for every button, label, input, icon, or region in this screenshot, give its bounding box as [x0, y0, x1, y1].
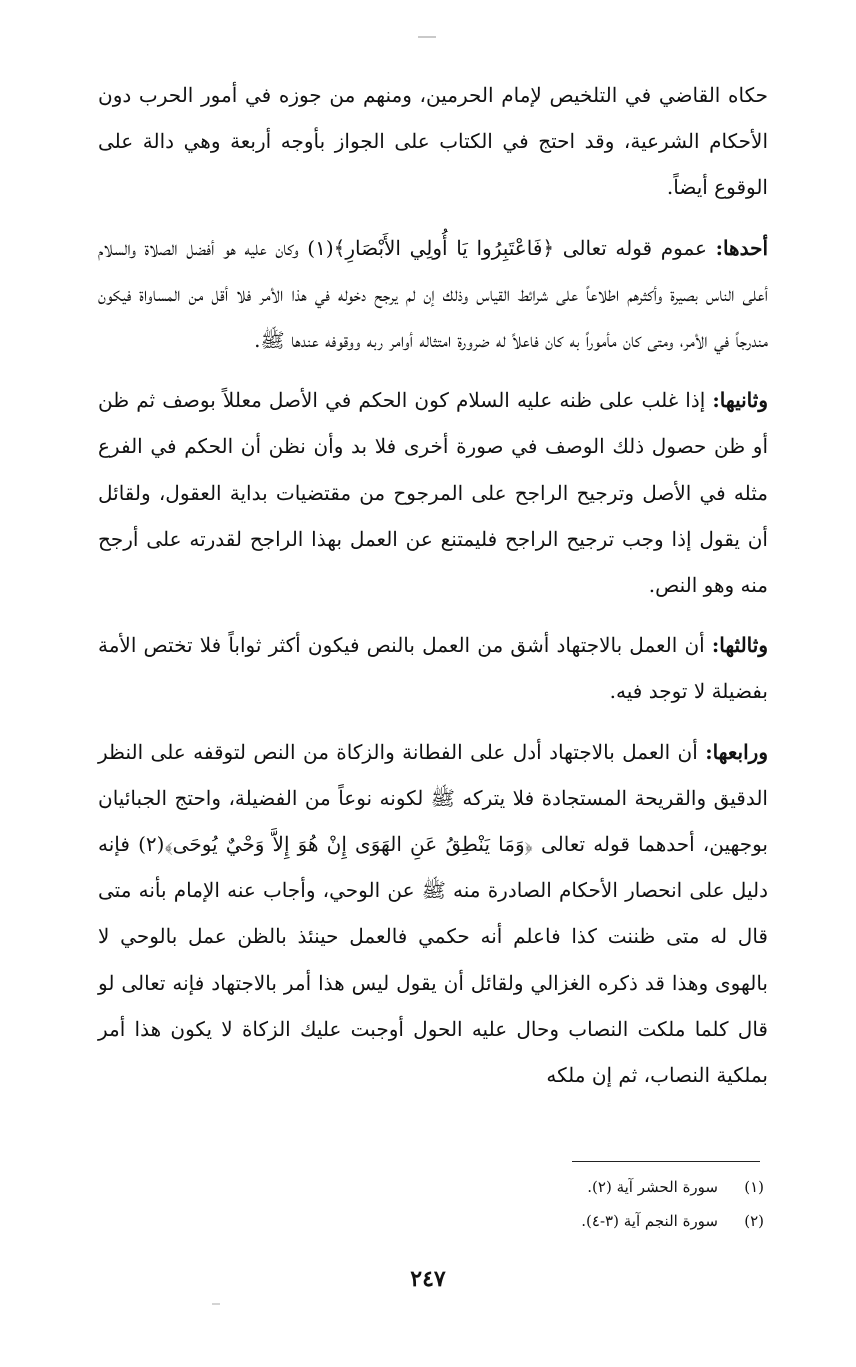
- paragraph-lead: وثالثها:: [711, 633, 768, 658]
- footnote-number: (٢): [744, 1212, 764, 1230]
- paragraph-text: حكاه القاضي في التلخيص لإمام الحرمين، ومنهم من جوزه في أمور الحرب دون الأحكام الشرعية، وقد احتج في الكتاب على الجواز بأوجه أربعة وهي دالة على الوقوع أيضاً.: [98, 83, 768, 200]
- footnote-divider: [572, 1161, 760, 1162]
- paragraph-lead: وثانيها:: [712, 388, 768, 413]
- paragraph-text: إذا غلب على ظنه عليه السلام كون الحكم في الأصل معللاً بوصف ثم ظن أو ظن حصول ذلك الوصف في صورة أخرى فلا بد وأن نظن أن الحكم في الفرع مثله في الأصل وترجيح الراجح على المرجوح من مقتضيات بداية العقول، ولقائل أن يقول إذا وجب ترجيح الراجح فليمتنع عن العمل بهذا الراجح لقدرته على أرجح منه وهو النص.: [98, 388, 768, 598]
- paragraph-lead: أحدها:: [715, 235, 769, 260]
- paragraph-lead: ورابعها:: [705, 739, 768, 764]
- scan-mark: [418, 36, 436, 38]
- paragraph-text: أن العمل بالاجتهاد أشق من العمل بالنص فيكون أكثر ثواباً فلا تختص الأمة بفضيلة لا توجد فيه.: [98, 633, 768, 704]
- paragraph-second-argument: [98, 377, 768, 608]
- page-number: ٢٤٧: [410, 1266, 446, 1292]
- footnote-text: سورة الحشر آية (٢).: [587, 1178, 718, 1196]
- footnote: [420, 1204, 764, 1238]
- paragraph-fourth-argument: [98, 729, 768, 1099]
- paragraph-intro: [98, 72, 768, 211]
- paragraph-first-argument: [98, 225, 768, 364]
- footnote-text: سورة النجم آية (٣-٤).: [581, 1212, 718, 1230]
- paragraph-text: عموم قوله تعالى ﴿فَاعْتَبِرُوا يَا أُولِي الأَبْصَارِ﴾(١) وكان عليه هو أفضل الصلاة والسلام أعلى الناس بصيرة وأكثرهم اطلاعاً على شرائط القياس وذلك إن لم يرجح دخوله في هذا الأمر فلا أقل من المساواة فيكون مندرجاً في الأمر، ومتى كان مأموراً به كان فاعلاً له ضرورة امتثاله أوامر ربه ووقوفه عندها ﷺ.: [98, 235, 768, 353]
- paragraph-text: أن العمل بالاجتهاد أدل على الفطانة والزكاة من النص لتوقفه على النظر الدقيق والقريحة المستجادة فلا يتركه ﷺ لكونه نوعاً من الفضيلة، واحتج الجبائيان بوجهين، أحدهما قوله تعالى ﴿وَمَا يَنْطِقُ عَنِ الهَوَى إِنْ هُوَ إِلاَّ وَحْيٌ يُوحَى﴾(٢) فإنه دليل على انحصار الأحكام الصادرة منه ﷺ عن الوحي، وأجاب عنه الإمام بأنه متى قال له متى ظننت كذا فاعلم أنه حكمي فالعمل حينئذ بالظن عمل بالوحي لا بالهوى وهذا قد ذكره الغزالي ولقائل أن يقول ليس هذا أمر بالاجتهاد فإنه تعالى لو قال كلما ملكت النصاب وحال عليه الحول أوجبت عليك الزكاة لا يكون هذا أمر بملكية النصاب، ثم إن ملكه: [98, 739, 768, 1088]
- footnote: [420, 1170, 764, 1204]
- main-text: [98, 72, 768, 1098]
- footnote-number: (١): [744, 1178, 764, 1196]
- paragraph-third-argument: [98, 622, 768, 714]
- footnotes: [420, 1170, 764, 1238]
- scan-mark: [212, 1303, 220, 1305]
